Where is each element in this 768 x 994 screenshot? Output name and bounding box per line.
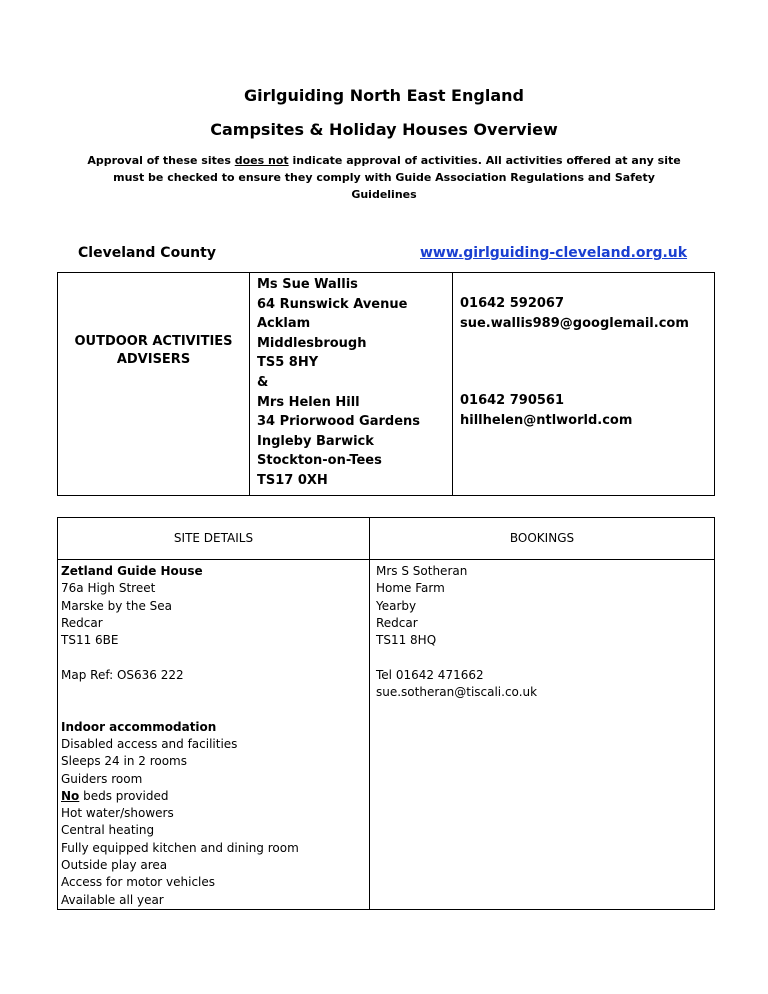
bookings-body: [370, 560, 714, 701]
address-line: 34 Priorwood Gardens: [257, 414, 421, 430]
adviser1-email[interactable]: sue.wallis989@googlemail.com: [460, 315, 689, 331]
adviser2-email[interactable]: hillhelen@ntlworld.com: [460, 412, 633, 428]
feature-item: Guiders room: [61, 771, 143, 786]
booking-phone: Tel 01642 471662: [376, 667, 484, 682]
address-line: TS17 0XH: [257, 472, 328, 488]
county-name: Cleveland County: [78, 245, 216, 261]
map-reference: Map Ref: OS636 222: [61, 667, 184, 682]
feature-item: Access for motor vehicles: [61, 875, 216, 890]
advisers-label-cell: [58, 273, 250, 496]
notice-text-start: Approval of these sites: [87, 154, 235, 167]
advisers-label-line2: ADVISERS: [116, 352, 191, 367]
advisers-table: [57, 272, 715, 496]
advisers-address-cell: [250, 273, 453, 496]
advisers-contact-cell: [453, 273, 715, 496]
booking-contact-line: Home Farm: [376, 581, 445, 596]
booking-contact-line: TS11 8HQ: [376, 633, 437, 648]
bookings-header: BOOKINGS: [370, 518, 715, 560]
feature-item: Sleeps 24 in 2 rooms: [61, 754, 187, 769]
site-details-cell: [58, 560, 370, 910]
address-line: TS5 8HY: [257, 355, 319, 371]
address-line: &: [257, 374, 269, 390]
site-address-line: 76a High Street: [61, 581, 156, 596]
address-line: Ingleby Barwick: [257, 433, 374, 449]
feature-item: Fully equipped kitchen and dining room: [61, 840, 299, 855]
site-details-table: [57, 517, 715, 910]
county-website-link[interactable]: www.girlguiding-cleveland.org.uk: [420, 245, 688, 261]
bookings-cell: [370, 560, 715, 910]
advisers-label-line1: OUTDOOR ACTIVITIES: [74, 334, 233, 349]
notice-emphasis: does not: [234, 154, 289, 167]
advisers-label: [58, 273, 249, 485]
booking-contact-line: Mrs S Sotheran: [376, 564, 468, 578]
address-line: Acklam: [257, 316, 311, 332]
feature-item: Disabled access and facilities: [61, 736, 238, 751]
site-address-line: Redcar: [61, 615, 103, 630]
site-address-line: Marske by the Sea: [61, 598, 173, 613]
notice-text-end: indicate approval of activities. All activities offered at any site must be checked to ensure they comply with Guide Association Regulations and Safety Guidelines: [113, 154, 681, 201]
site-name: Zetland Guide House: [61, 564, 203, 578]
adviser1-phone: 01642 592067: [460, 296, 565, 311]
address-line: Stockton-on-Tees: [257, 453, 382, 469]
advisers-address-list: [250, 273, 452, 495]
advisers-contacts: [453, 273, 714, 430]
booking-contact-line: Yearby: [376, 598, 417, 613]
feature-item: Central heating: [61, 823, 155, 838]
document-title: Girlguiding North East England: [244, 86, 524, 105]
feature-item: Hot water/showers: [61, 806, 174, 821]
feature-item-no-beds: [61, 788, 369, 805]
address-line: Mrs Helen Hill: [257, 394, 360, 410]
address-line: Middlesbrough: [257, 335, 367, 351]
feature-item: Outside play area: [61, 858, 168, 873]
feature-item: Available all year: [61, 892, 164, 907]
no-beds-emphasis: No: [61, 788, 80, 803]
site-details-body: [58, 560, 369, 909]
site-address-line: TS11 6BE: [61, 633, 119, 648]
no-beds-text: beds provided: [79, 788, 169, 803]
booking-contact-line: Redcar: [376, 615, 418, 630]
document-subtitle: Campsites & Holiday Houses Overview: [210, 120, 558, 139]
approval-notice: [80, 152, 688, 203]
accommodation-heading: Indoor accommodation: [61, 719, 217, 734]
address-line: 64 Runswick Avenue: [257, 296, 408, 312]
address-line: Ms Sue Wallis: [257, 277, 358, 292]
booking-email[interactable]: sue.sotheran@tiscali.co.uk: [376, 685, 538, 700]
site-details-header: SITE DETAILS: [58, 518, 370, 560]
adviser2-phone: 01642 790561: [460, 393, 565, 409]
